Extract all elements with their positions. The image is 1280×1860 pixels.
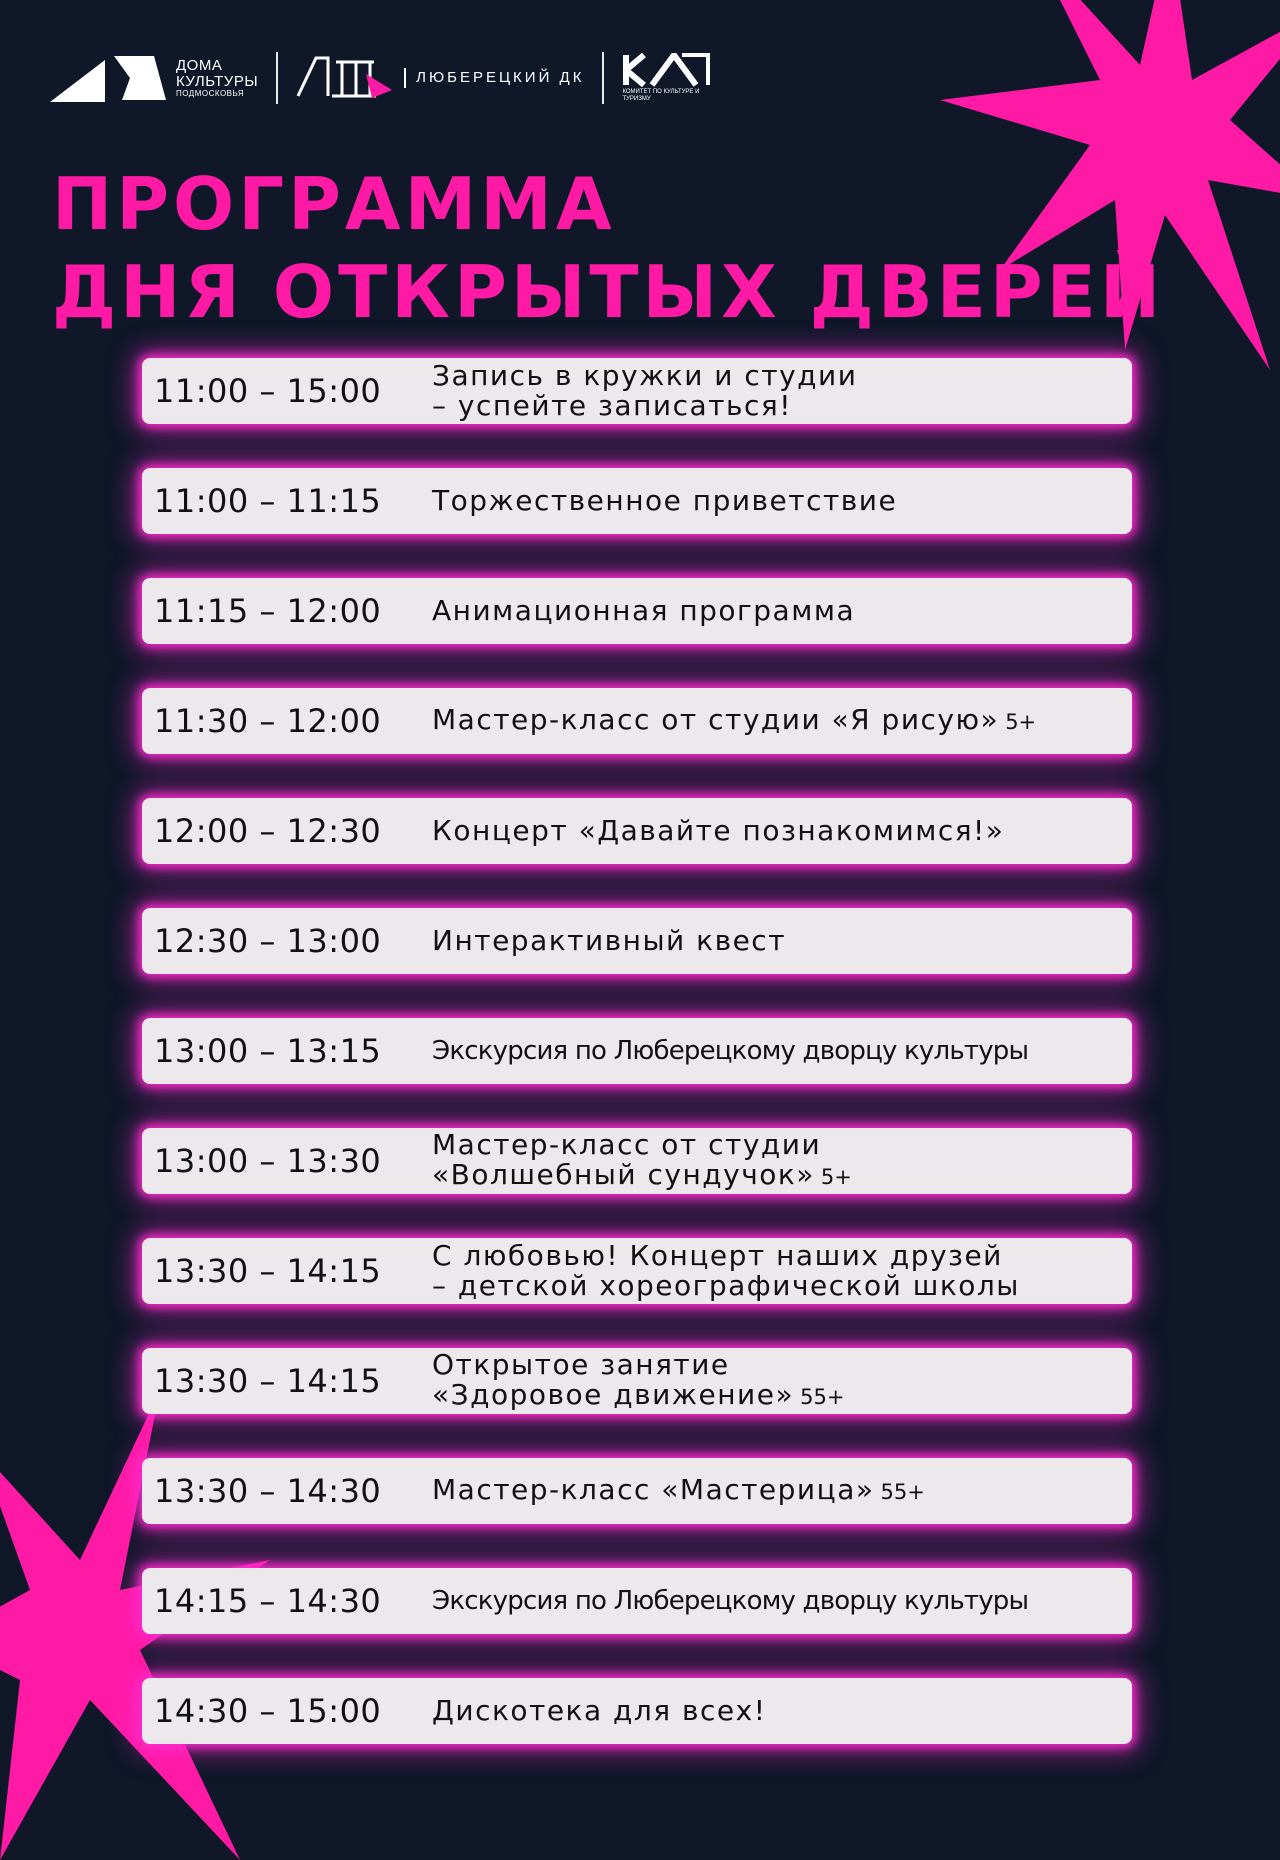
schedule-time: 13:00 – 13:15 (154, 1032, 382, 1070)
doma-logo-line2: КУЛЬТУРЫ (176, 72, 259, 90)
schedule-event-text: «Волшебный сундучок» (432, 1158, 815, 1191)
schedule-event-line1: Открытое занятие (432, 1348, 730, 1381)
schedule-time: 12:00 – 12:30 (154, 812, 382, 850)
schedule-row (142, 358, 1132, 424)
logo-divider (602, 52, 604, 104)
page-title-line1: ПРОГРАММА (52, 162, 616, 246)
schedule-event (432, 1475, 1132, 1507)
schedule-event-line2: – успейте записаться! (432, 389, 792, 422)
schedule-event-line1: Интерактивный квест (432, 924, 786, 957)
schedule-row (142, 688, 1132, 754)
schedule-event-line1: Дискотека для всех! (432, 1694, 767, 1727)
schedule-event (432, 1241, 1132, 1301)
schedule-event-line1: Запись в кружки и студии (432, 359, 858, 392)
ldk-logo-label: ЛЮБЕРЕЦКИЙ ДК (404, 68, 584, 88)
schedule-time: 11:00 – 11:15 (154, 482, 382, 520)
committee-logo (622, 53, 716, 103)
schedule-event-line1: Концерт «Давайте познакомимся!» (432, 814, 1005, 847)
schedule-time: 14:15 – 14:30 (154, 1582, 382, 1620)
schedule-event-line1: С любовью! Концерт наших друзей (432, 1239, 1003, 1272)
committee-logo-label: КОМИТЕТ ПО КУЛЬТУРЕ И ТУРИЗМУ (622, 89, 700, 102)
schedule-event-text: Мастер-класс «Мастерица» (432, 1473, 875, 1506)
schedule-time: 11:15 – 12:00 (154, 592, 382, 630)
lyuberetsky-dk-logo (296, 54, 584, 102)
schedule-time: 13:30 – 14:15 (154, 1362, 382, 1400)
schedule-event (432, 596, 1132, 626)
schedule-event (432, 486, 1132, 516)
schedule-event-line2: – детской хореографической школы (432, 1269, 1020, 1302)
doma-logo-line3: ПОДМОСКОВЬЯ (176, 88, 245, 98)
schedule-row (142, 468, 1132, 534)
schedule-time: 11:30 – 12:00 (154, 702, 382, 740)
schedule-row (142, 1238, 1132, 1304)
schedule-row (142, 1348, 1132, 1414)
schedule-event (432, 1036, 1132, 1066)
schedule-event-line1: Мастер-класс от студии (432, 1128, 822, 1161)
schedule-row (142, 1128, 1132, 1194)
schedule-event-line1: Экскурсия по Люберецкому дворцу культуры (432, 1036, 1029, 1066)
schedule-event (432, 705, 1132, 737)
doma-logo-line1: ДОМА (176, 57, 223, 75)
schedule-event (432, 361, 1132, 421)
schedule-row (142, 1458, 1132, 1524)
schedule-time: 14:30 – 15:00 (154, 1692, 382, 1730)
schedule-event (432, 1586, 1132, 1616)
age-badge: 5+ (1005, 710, 1037, 734)
schedule-row (142, 1568, 1132, 1634)
schedule-row (142, 908, 1132, 974)
committee-mark-icon (622, 53, 710, 87)
schedule-event-line1: Торжественное приветствие (432, 484, 898, 517)
schedule-row (142, 578, 1132, 644)
schedule-row (142, 798, 1132, 864)
page-title (52, 160, 1164, 336)
ldk-mark-icon (296, 54, 392, 102)
schedule-event-line1 (432, 705, 1132, 737)
logo-divider (276, 52, 278, 104)
schedule-event-text: «Здоровое движение» (432, 1378, 795, 1411)
age-badge: 55+ (880, 1480, 925, 1504)
header-logos (50, 48, 716, 108)
schedule-event-text: Мастер-класс от студии «Я рисую» (432, 703, 1000, 736)
page-title-line2: ДНЯ ОТКРЫТЫХ ДВЕРЕЙ (52, 250, 1165, 334)
age-badge: 5+ (820, 1165, 852, 1189)
schedule-time: 12:30 – 13:00 (154, 922, 382, 960)
schedule-time: 11:00 – 15:00 (154, 372, 382, 410)
schedule-event-line1: Экскурсия по Люберецкому дворцу культуры (432, 1586, 1029, 1616)
schedule-event (432, 1130, 1132, 1192)
schedule-event (432, 1350, 1132, 1412)
schedule-time: 13:30 – 14:15 (154, 1252, 382, 1290)
schedule-event-line2 (432, 1160, 1132, 1192)
schedule-row (142, 1018, 1132, 1084)
schedule-row (142, 1678, 1132, 1744)
doma-kultury-logo (50, 52, 258, 104)
schedule-event-line1 (432, 1475, 1132, 1507)
age-badge: 55+ (800, 1385, 845, 1409)
schedule-event (432, 816, 1132, 846)
schedule-event (432, 926, 1132, 956)
doma-kultury-mark-icon (50, 52, 166, 104)
schedule-event-line1: Анимационная программа (432, 594, 856, 627)
schedule-time: 13:30 – 14:30 (154, 1472, 382, 1510)
schedule-time: 13:00 – 13:30 (154, 1142, 382, 1180)
schedule-event (432, 1696, 1132, 1726)
schedule-event-line2 (432, 1380, 1132, 1412)
